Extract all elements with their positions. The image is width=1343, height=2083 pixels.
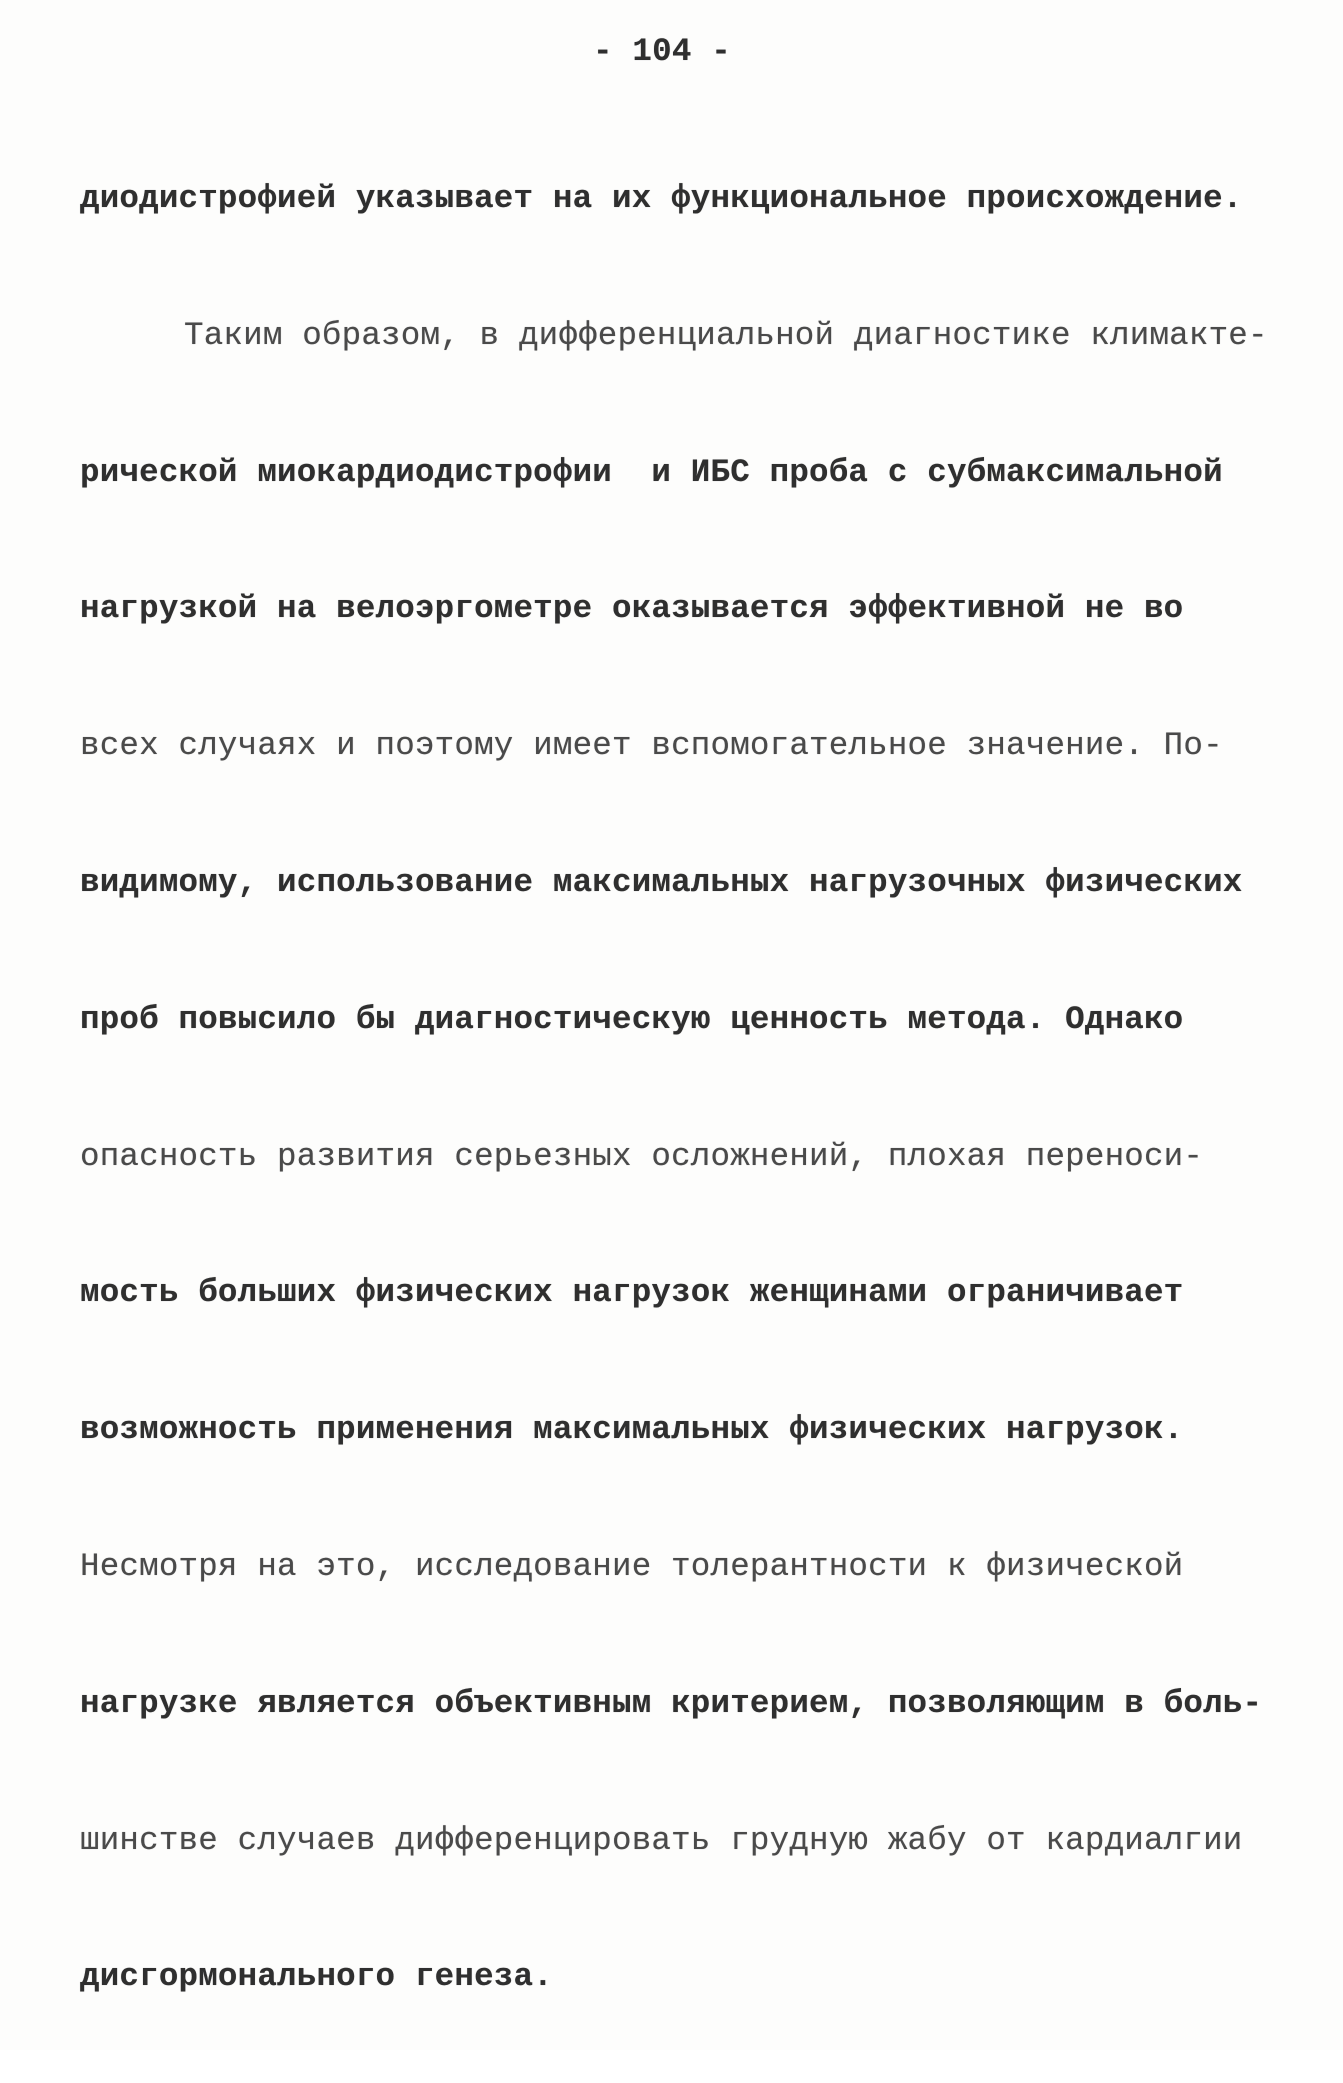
page-number: - 104 -: [593, 33, 731, 70]
text-line: шинстве случаев дифференцировать грудную жабу от кардиалгии: [80, 1821, 1243, 1859]
text-line: нагрузкой на велоэргометре оказывается эффективной не во: [80, 590, 1184, 628]
text-line: мость больших физических нагрузок женщинами ограничивает: [80, 1274, 1184, 1312]
text-line: возможность применения максимальных физических нагрузок.: [80, 1411, 1184, 1449]
body-text: [80, 94, 1320, 2083]
text-line: проб повысило бы диагностическую ценность метода. Однако: [80, 1000, 1184, 1038]
text-line: Таким образом, в дифференциальной диагностике климакте-: [184, 316, 1268, 354]
text-line: опасность развития серьезных осложнений, плохая переноси-: [80, 1137, 1204, 1175]
text-line: всех случаях и поэтому имеет вспомогательное значение. По-: [80, 727, 1223, 765]
text-line: нагрузке является объективным критерием, позволяющим в боль-: [80, 1684, 1263, 1722]
text-line: диодистрофией указывает на их функциональное происхождение.: [80, 180, 1243, 217]
text-line: рической миокардиодистрофии и ИБС проба с субмаксимальной: [80, 453, 1223, 491]
text-line: Несмотря на это, исследование толерантности к физической: [80, 1547, 1184, 1585]
text-line: видимому, использование максимальных нагрузочных физических: [80, 863, 1243, 901]
text-line: дисгормонального генеза.: [80, 1958, 553, 1996]
